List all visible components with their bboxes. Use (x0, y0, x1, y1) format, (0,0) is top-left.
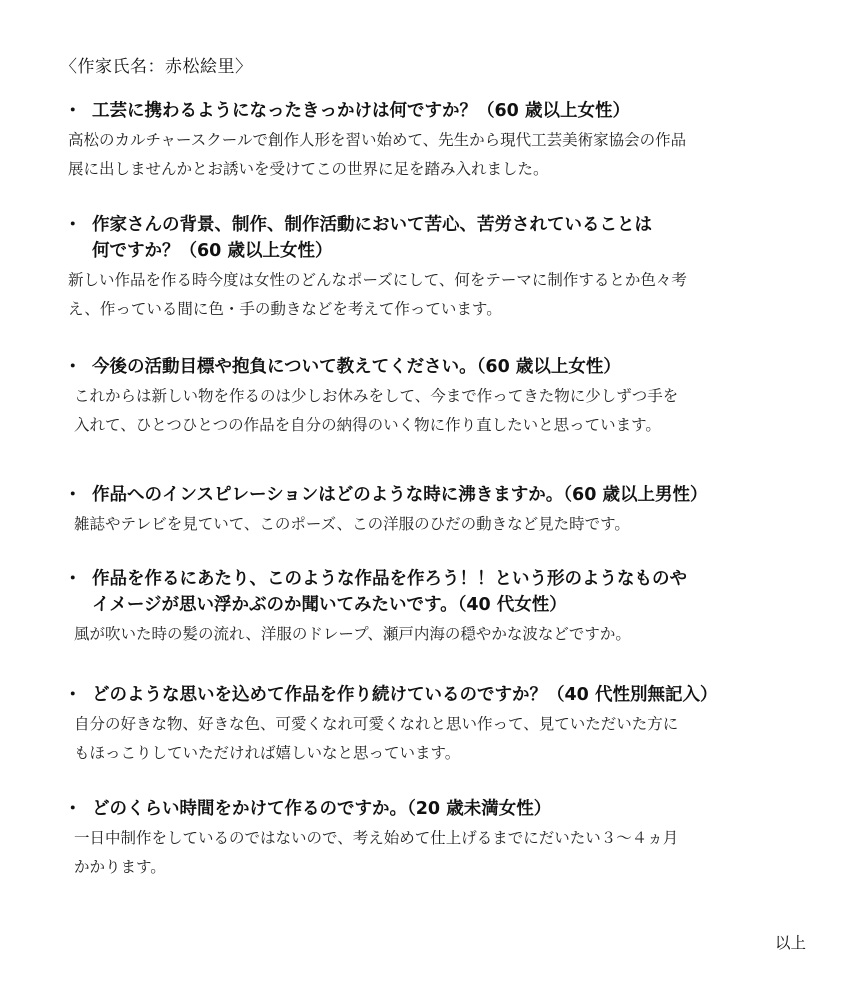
qa-item-5 (0, 566, 852, 649)
bullet: ・ (64, 569, 82, 589)
question-heading (0, 796, 852, 822)
answer-text: 高松のカルチャースクールで創作人形を習い始めて、先生から現代工芸美術家協会の作品 展に出しませんかとお誘いを受けてこの世界に足を踏み入れました。 (68, 131, 687, 178)
bullet: ・ (64, 799, 82, 819)
qa-item-2 (0, 212, 852, 324)
closing-mark: 以上 (774, 934, 806, 952)
qa-item-4 (0, 482, 852, 539)
question-text: どのくらい時間をかけて作るのですか。（20 歳未満女性） (92, 799, 552, 819)
question-text: 今後の活動目標や抱負について教えてください。（60 歳以上女性） (92, 357, 621, 377)
question-text: 作品へのインスピレーションはどのような時に沸きますか。（60 歳以上男性） (92, 485, 708, 505)
question-text: 作家さんの背景、制作、制作活動において苦心、苦労されていることは 何ですか？（60 歳以上女性） (92, 215, 652, 261)
bullet: ・ (64, 215, 82, 235)
bullet: ・ (64, 685, 82, 705)
qa-item-6 (0, 682, 852, 768)
bullet: ・ (64, 357, 82, 377)
answer-text: 自分の好きな物、好きな色、可愛くなれ可愛くなれと思い作って、見ていただいた方に もほっこりしていただければ嬉しいなと思っています。 (74, 715, 679, 762)
question-text: どのような思いを込めて作品を作り続けているのですか？（40 代性別無記入） (92, 685, 718, 705)
answer-text: 一日中制作をしているのではないので、考え始めて仕上げるまでにだいたい３～４ヵ月 かかります。 (74, 829, 679, 876)
question-heading (0, 354, 852, 380)
answer-text: 新しい作品を作る時今度は女性のどんなポーズにして、何をテーマに制作するとか色々考 え、作っている間に色・手の動きなどを考えて作っています。 (68, 271, 687, 318)
bullet: ・ (64, 485, 82, 505)
question-text: 工芸に携わるようになったきっかけは何ですか？（60 歳以上女性） (92, 101, 630, 121)
answer-text: これからは新しい物を作るのは少しお休みをして、今まで作ってきた物に少しずつ手を 入れて、ひとつひとつの作品を自分の納得のいく物に作り直したいと思っています。 (74, 387, 679, 434)
question-heading (0, 682, 852, 708)
qa-item-3 (0, 354, 852, 440)
question-heading (0, 212, 852, 264)
question-heading (0, 482, 852, 508)
answer-text: 雑誌やテレビを見ていて、このポーズ、この洋服のひだの動きなど見た時です。 (74, 515, 630, 533)
bullet: ・ (64, 101, 82, 121)
question-heading (0, 566, 852, 618)
author-name-line: 〈作家氏名：赤松絵里〉 (60, 57, 253, 77)
question-text: 作品を作るにあたり、このような作品を作ろう！！という形のようなものや イメージが思い浮かぶのか聞いてみたいです。（40 代女性） (92, 569, 687, 615)
qa-item-7 (0, 796, 852, 882)
qa-item-1 (0, 98, 852, 184)
question-heading (0, 98, 852, 124)
answer-text: 風が吹いた時の髪の流れ、洋服のドレープ、瀬戸内海の穏やかな波などですか。 (74, 625, 631, 643)
